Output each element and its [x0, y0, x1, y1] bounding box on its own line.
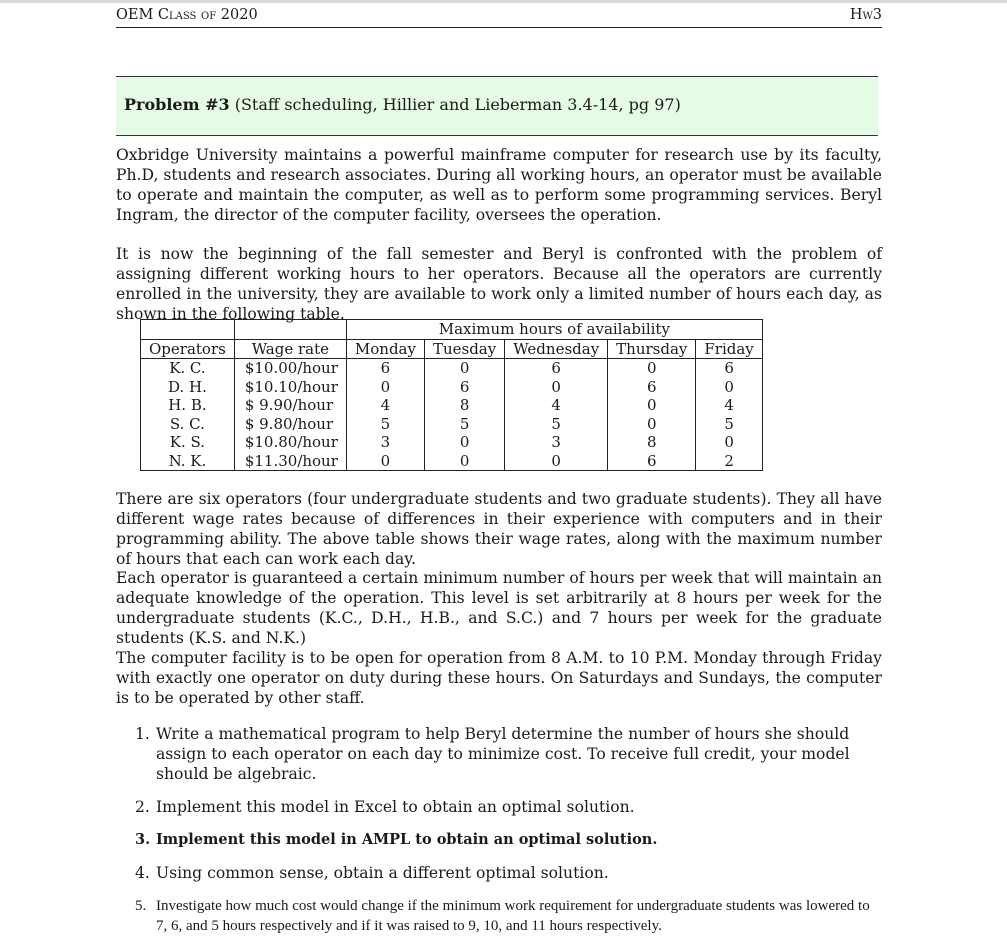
table-row	[141, 452, 763, 471]
hours-cell: 0	[696, 378, 762, 397]
operator-cell: D. H.	[141, 378, 235, 397]
hours-cell: 6	[608, 452, 696, 471]
task-item	[116, 863, 882, 883]
problem-subtitle: (Staff scheduling, Hillier and Lieberman 3.4-14, pg 97)	[234, 95, 681, 114]
table-row	[141, 396, 763, 415]
task-text: Implement this model in AMPL to obtain an optimal solution.	[156, 831, 658, 848]
col-header: Tuesday	[424, 339, 504, 359]
paragraph-minimum-hours: Each operator is guaranteed a certain minimum number of hours per week that will maintain an adequate knowledge of the operation. This level is set arbitrarily at 8 hours per week for the undergraduate students (K.C., D.H., H.B., and S.C.) and 7 hours per week for the graduate students (K.S. and N.K.)	[116, 569, 882, 647]
hours-cell: 0	[608, 415, 696, 434]
operator-cell: K. S.	[141, 433, 235, 452]
hours-cell: 0	[608, 396, 696, 415]
hours-cell: 0	[505, 452, 608, 471]
task-text: Investigate how much cost would change if the minimum work requirement for undergraduate students was lowered to 7, 6, and 5 hours respectively and if it was raised to 9, 10, and 11 hours respectively.	[156, 898, 870, 934]
hours-cell: 2	[696, 452, 762, 471]
task-list	[116, 724, 882, 936]
table-row	[141, 433, 763, 452]
hours-cell: 6	[505, 359, 608, 378]
hours-cell: 6	[608, 378, 696, 397]
wage-cell: $10.00/hour	[234, 359, 346, 378]
hours-cell: 5	[346, 415, 424, 434]
col-header: Operators	[141, 339, 235, 359]
task-number: 5.	[135, 898, 147, 914]
wage-cell: $ 9.80/hour	[234, 415, 346, 434]
hours-cell: 0	[346, 378, 424, 397]
group-header: Maximum hours of availability	[346, 320, 762, 340]
task-number: 3.	[135, 831, 151, 848]
hours-cell: 6	[696, 359, 762, 378]
hours-cell: 5	[505, 415, 608, 434]
operator-cell: K. C.	[141, 359, 235, 378]
col-header: Friday	[696, 339, 762, 359]
top-border	[0, 0, 1007, 3]
task-number: 2.	[135, 798, 150, 816]
paragraph-semester: It is now the beginning of the fall semester and Beryl is confronted with the problem of assigning different working hours to her operators. Because all the operators are currently enrolled in the university, they are available to work only a limited number of hours each day, as shown in the following table.	[116, 245, 882, 323]
paragraph-facility-hours: The computer facility is to be open for operation from 8 A.M. to 10 P.M. Monday through Friday with exactly one operator on duty during these hours. On Saturdays and Sundays, the computer is to be operated by other staff.	[116, 649, 882, 707]
homework-label: Hw3	[849, 7, 882, 23]
task-text: Implement this model in Excel to obtain an optimal solution.	[156, 798, 635, 816]
page-header	[116, 7, 882, 25]
task-text: Using common sense, obtain a different optimal solution.	[156, 864, 609, 882]
wage-cell: $ 9.90/hour	[234, 396, 346, 415]
hours-cell: 4	[505, 396, 608, 415]
hours-cell: 5	[424, 415, 504, 434]
wage-cell: $10.80/hour	[234, 433, 346, 452]
task-text: Write a mathematical program to help Beryl determine the number of hours she should assign to each operator on each day to minimize cost. To receive full credit, your model should be algebraic.	[156, 725, 850, 783]
course-label: OEM Class of 2020	[116, 7, 258, 23]
hours-cell: 0	[346, 452, 424, 471]
problem-title	[124, 95, 681, 114]
header-rule	[116, 27, 882, 28]
hours-cell: 0	[424, 452, 504, 471]
hours-cell: 0	[608, 359, 696, 378]
hours-cell: 6	[346, 359, 424, 378]
col-header: Monday	[346, 339, 424, 359]
table-row	[141, 415, 763, 434]
hours-cell: 0	[696, 433, 762, 452]
hours-cell: 4	[696, 396, 762, 415]
hours-cell: 8	[424, 396, 504, 415]
hours-cell: 6	[424, 378, 504, 397]
hours-cell: 3	[505, 433, 608, 452]
hours-cell: 5	[696, 415, 762, 434]
task-number: 1.	[135, 725, 150, 743]
table-row	[141, 378, 763, 397]
operator-cell: H. B.	[141, 396, 235, 415]
hours-cell: 0	[424, 359, 504, 378]
table-group-header-row	[141, 320, 763, 340]
task-item	[116, 830, 882, 850]
col-header: Thursday	[608, 339, 696, 359]
hours-cell: 3	[346, 433, 424, 452]
task-item	[116, 797, 882, 817]
problem-label: Problem #3	[124, 95, 230, 114]
operator-cell: S. C.	[141, 415, 235, 434]
table-row	[141, 359, 763, 378]
col-header: Wage rate	[234, 339, 346, 359]
hours-cell: 8	[608, 433, 696, 452]
operator-cell: N. K.	[141, 452, 235, 471]
paragraph-operators: There are six operators (four undergraduate students and two graduate students). They all have different wage rates because of differences in their experience with computers and in their programming ability. The above table shows their wage rates, along with the maximum number of hours that each can work each day.	[116, 490, 882, 568]
wage-cell: $10.10/hour	[234, 378, 346, 397]
hours-cell: 0	[424, 433, 504, 452]
paragraph-intro: Oxbridge University maintains a powerful mainframe computer for research use by its faculty, Ph.D, students and research associates. During all working hours, an operator must be available to operate and maintain the computer, as well as to perform some programming services. Beryl Ingram, the director of the computer facility, oversees the operation.	[116, 146, 882, 224]
availability-table	[140, 319, 763, 471]
task-item	[116, 724, 882, 784]
task-item	[116, 896, 882, 936]
col-header: Wednesday	[505, 339, 608, 359]
hours-cell: 0	[505, 378, 608, 397]
table-header-row	[141, 339, 763, 359]
wage-cell: $11.30/hour	[234, 452, 346, 471]
task-number: 4.	[135, 864, 150, 882]
problem-box	[116, 76, 878, 136]
hours-cell: 4	[346, 396, 424, 415]
